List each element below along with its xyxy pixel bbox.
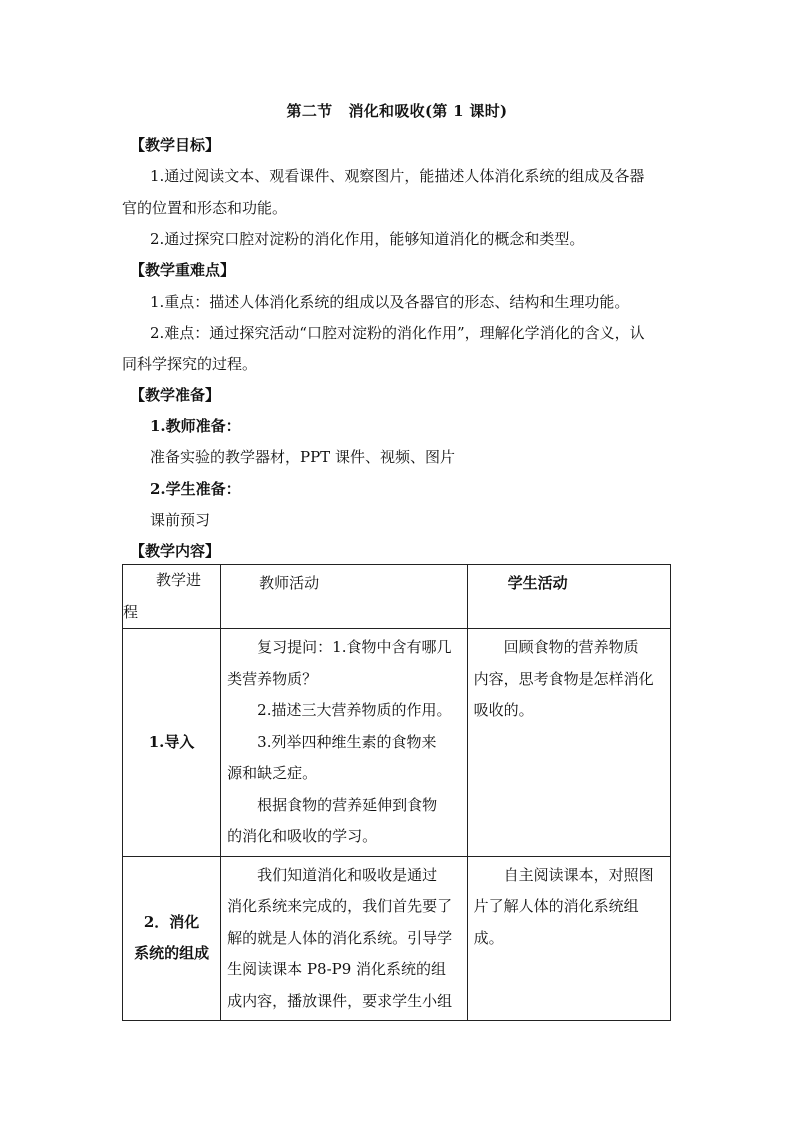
row1-teacher-line: 2.描述三大营养物质的作用。 bbox=[257, 701, 452, 719]
teacher-prep-label: 1.教师准备： bbox=[150, 417, 241, 435]
keypoint-1: 1.重点：描述人体消化系统的组成以及各器官的形态、结构和生理功能。 bbox=[150, 293, 630, 311]
row2-teacher-line: 生阅读课本 P8-P9 消化系统的组 bbox=[227, 960, 447, 978]
row1-student-line: 内容，思考食物是怎样消化 bbox=[473, 669, 654, 688]
keypoint-2-line2: 同科学探究的过程。 bbox=[122, 355, 258, 373]
row2-student-line: 自主阅读课本，对照图 bbox=[503, 865, 654, 884]
header-student-cell bbox=[467, 565, 670, 629]
objective-1-line2: 官的位置和形态和功能。 bbox=[122, 199, 288, 217]
prep-heading: 【教学准备】 bbox=[130, 386, 221, 404]
row2-teacher-line: 消化系统来完成的，我们首先要了 bbox=[227, 897, 453, 915]
row2-student-line: 片了解人体的消化系统组 bbox=[473, 897, 639, 915]
objective-1-line1: 1.通过阅读文本、观看课件、观察图片，能描述人体消化系统的组成及各器 bbox=[150, 167, 645, 185]
header-stage-cell bbox=[123, 565, 221, 629]
row2-stage-line2: 系统的组成 bbox=[134, 944, 210, 963]
header-stage-line1: 教学进 bbox=[156, 571, 202, 589]
row1-stage-label: 1.导入 bbox=[148, 732, 195, 751]
title-section: 第二节 bbox=[286, 102, 333, 120]
row1-teacher-line: 的消化和吸收的学习。 bbox=[227, 827, 378, 845]
row1-teacher-line: 源和缺乏症。 bbox=[227, 764, 318, 782]
row1-teacher-line: 类营养物质？ bbox=[227, 669, 318, 688]
objective-2: 2.通过探究口腔对淀粉的消化作用，能够知道消化的概念和类型。 bbox=[150, 230, 585, 248]
row2-teacher-line: 解的就是人体的消化系统。引导学 bbox=[227, 928, 453, 947]
row2-stage-line1: 2．消化 bbox=[143, 912, 200, 931]
row1-teacher-line: 复习提问：1.食物中含有哪几 bbox=[257, 638, 452, 656]
row1-teacher-cell bbox=[221, 629, 467, 857]
page-title bbox=[0, 100, 794, 121]
table-header-row bbox=[123, 565, 671, 629]
row1-teacher-line: 根据食物的营养延伸到食物 bbox=[257, 795, 438, 814]
row1-student-line: 吸收的。 bbox=[473, 701, 534, 719]
table-row bbox=[123, 629, 671, 857]
table-row bbox=[123, 856, 671, 1021]
header-teacher-cell bbox=[221, 565, 467, 629]
objectives-heading: 【教学目标】 bbox=[130, 136, 221, 154]
row2-student-cell bbox=[467, 856, 670, 1021]
row1-teacher-line: 3.列举四种维生素的食物来 bbox=[257, 732, 437, 751]
keypoints-heading: 【教学重难点】 bbox=[130, 261, 236, 279]
row2-teacher-line: 成内容，播放课件，要求学生小组 bbox=[227, 991, 453, 1010]
content-heading: 【教学内容】 bbox=[130, 542, 221, 560]
header-teacher-label: 教师活动 bbox=[259, 574, 320, 592]
teacher-prep-text: 准备实验的教学器材，PPT 课件、视频、图片 bbox=[150, 448, 455, 466]
row2-teacher-cell bbox=[221, 856, 467, 1021]
keypoint-2-line1: 2.难点：通过探究活动“口腔对淀粉的消化作用”，理解化学消化的含义，认 bbox=[150, 324, 645, 342]
student-prep-text: 课前预习 bbox=[150, 511, 211, 529]
header-student-label: 学生活动 bbox=[507, 574, 568, 592]
row2-student-line: 成。 bbox=[473, 928, 504, 947]
row1-stage-cell bbox=[123, 629, 221, 857]
student-prep-label: 2.学生准备： bbox=[150, 480, 241, 498]
row2-teacher-line: 我们知道消化和吸收是通过 bbox=[257, 865, 438, 884]
lesson-table bbox=[122, 564, 671, 1021]
row1-student-line: 回顾食物的营养物质 bbox=[503, 638, 639, 656]
header-stage-line2: 程 bbox=[123, 602, 139, 621]
row2-stage-cell bbox=[123, 856, 221, 1021]
title-topic: 消化和吸收(第 1 课时) bbox=[348, 102, 508, 120]
row1-student-cell bbox=[467, 629, 670, 857]
